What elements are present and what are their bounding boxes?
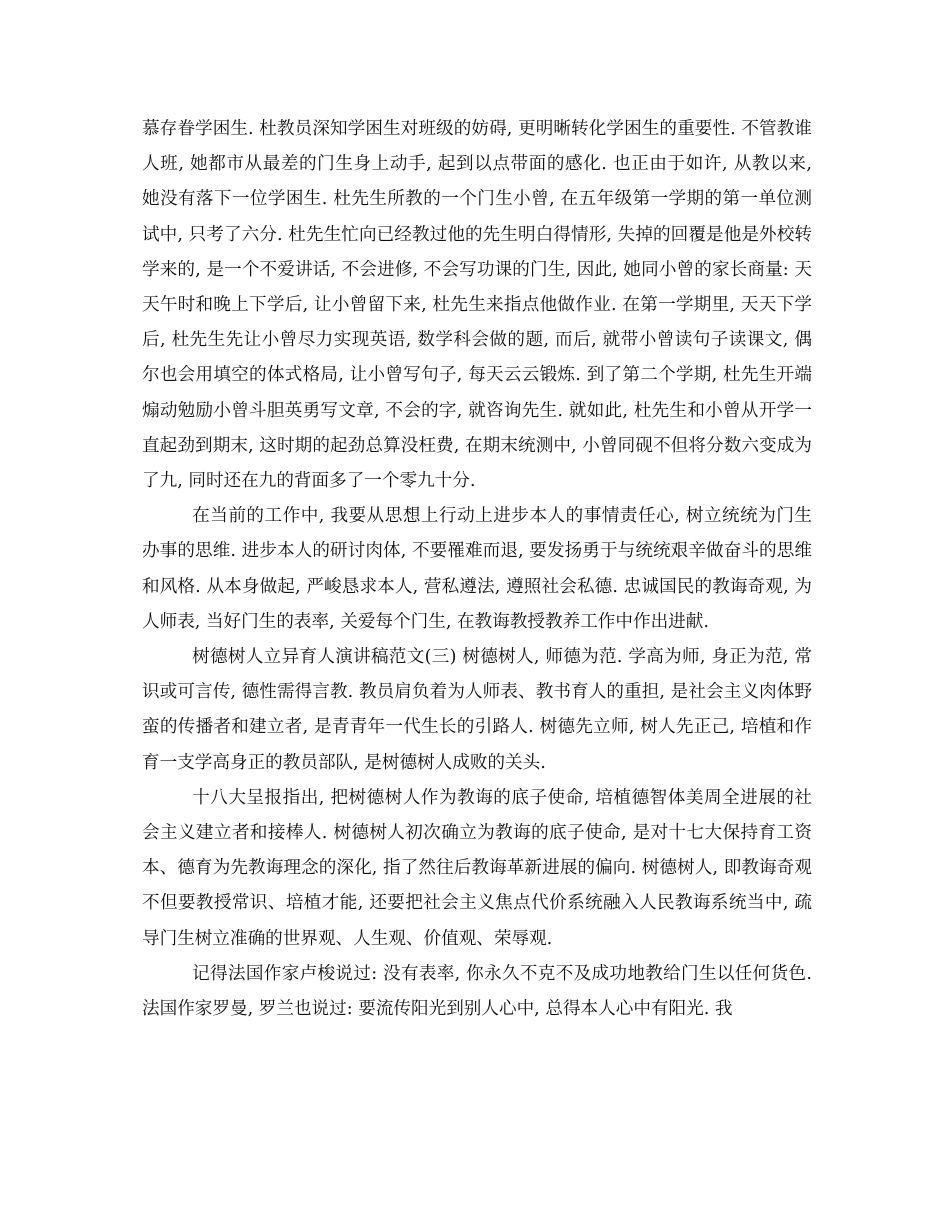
body-paragraph-3: 树德树人立异育人演讲稿范文(三) 树德树人, 师德为范. 学高为师, 身正为范, 常识或可言传, 德性需得言教. 教员肩负着为人师表、教书育人的重担, 是社会主义肉体野蛮的传播者和建立者, 是青青年一代生长的引路人. 树德先立师, 树人先正己, 培植和作育一支学高身正的教员部队, 是树德树人成败的关头.	[142, 647, 812, 773]
body-paragraph-4: 十八大呈报指出, 把树德树人作为教诲的底子使命, 培植德智体美周全进展的社会主义建立者和接棒人. 树德树人初次确立为教诲的底子使命, 是对十七大保持育工资本、德育为先教诲理念的深化, 指了然往后教诲革新进展的偏向. 树德树人, 即教诲奇观不但要教授常识、培植才能, 还要把社会主义焦点代价系统融入人民教诲系统当中, 疏导门生树立准确的世界观、人生观、价值观、荣辱观.	[142, 787, 812, 949]
body-paragraph-2: 在当前的工作中, 我要从思想上行动上进步本人的事情责任心, 树立统统为门生办事的思维. 进步本人的研讨肉体, 不要罹难而退, 要发扬勇于与统统艰辛做奋斗的思维和风格. 从本身做起, 严峻恳求本人, 营私遵法, 遵照社会私德. 忠诚国民的教诲奇观, 为人师表, 当好门生的表率, 关爱每个门生, 在教诲教授教养工作中作出进献.	[142, 506, 812, 632]
document-page	[142, 112, 812, 1027]
body-paragraph-5: 记得法国作家卢梭说过: 没有表率, 你永久不克不及成功地教给门生以任何货色. 法国作家罗曼, 罗兰也说过: 要流传阳光到别人心中, 总得本人心中有阳光. 我	[142, 963, 812, 1020]
body-paragraph-1: 慕存眷学困生. 杜教员深知学困生对班级的妨碍, 更明晰转化学困生的重要性. 不管教谁人班, 她都市从最差的门生身上动手, 起到以点带面的感化. 也正由于如许, 从教以来, 她没有落下一位学困生. 杜先生所教的一个门生小曾, 在五年级第一学期的第一单位测试中, 只考了六分. 杜先生忙向已经教过他的先生明白得情形, 失掉的回覆是他是外校转学来的, 是一个不爱讲话, 不会进修, 不会写功课的门生, 因此, 她同小曾的家长商量: 天天午时和晚上下学后, 让小曾留下来, 杜先生来指点他做作业. 在第一学期里, 天天下学后, 杜先生先让小曾尽力实现英语, 数学科会做的题, 而后, 就带小曾读句子读课文, 偶尔也会用填空的体式格局, 让小曾写句子, 每天云云锻炼. 到了第二个学期, 杜先生开端煽动勉励小曾斗胆英勇写文章, 不会的字, 就咨询先生. 就如此, 杜先生和小曾从开学一直起劲到期末, 这时期的起劲总算没枉费, 在期末统测中, 小曾同砚不但将分数六变成为了九, 同时还在九的背面多了一个零九十分.	[142, 119, 812, 492]
